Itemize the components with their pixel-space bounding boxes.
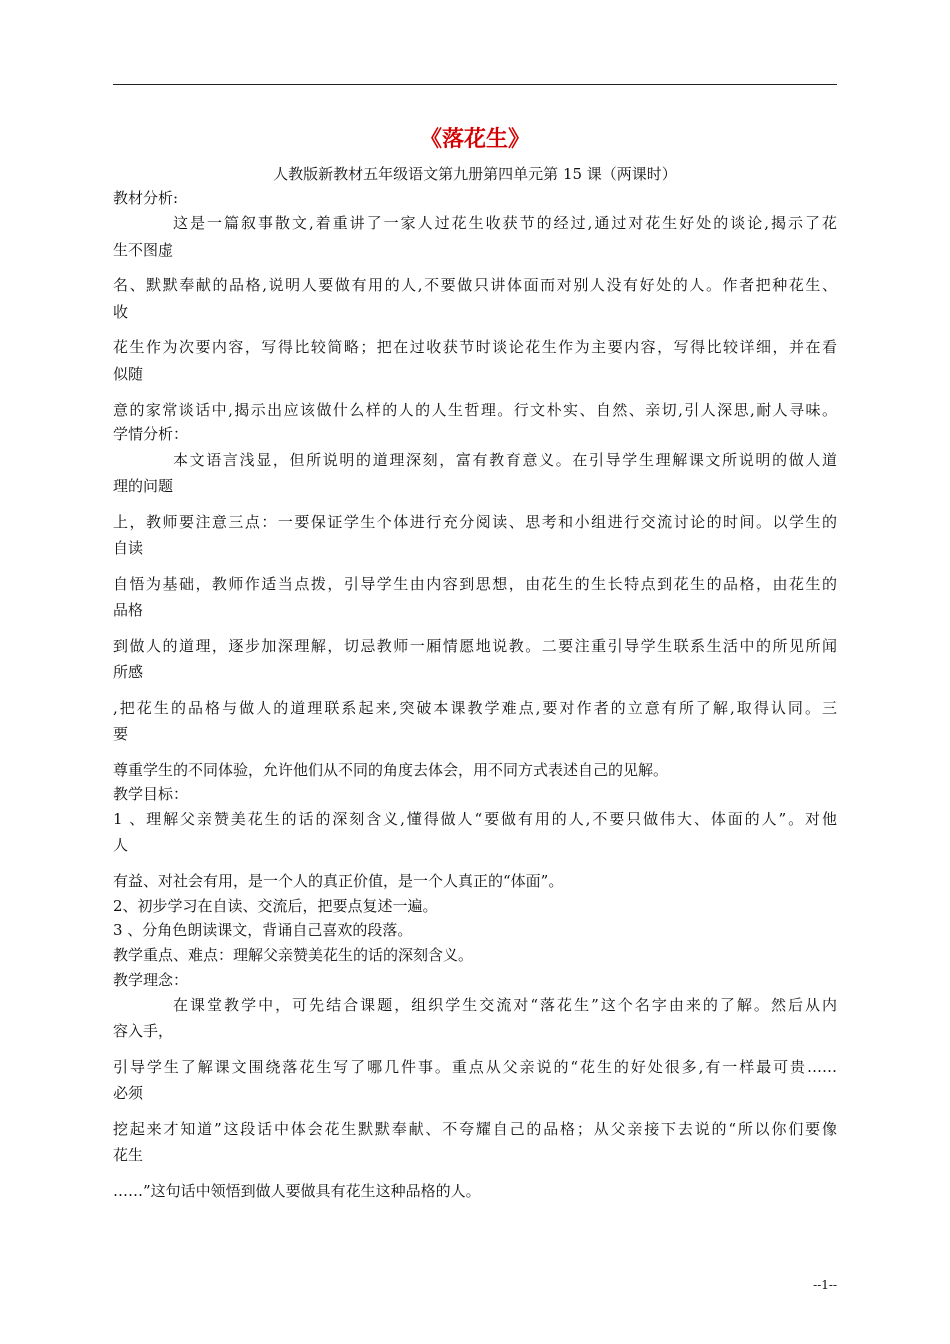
goal-item-1: 1 、理解父亲赞美花生的话的深刻含义,懂得做人“要做有用的人,不要只做伟大、体面的人”。对他 <box>113 810 837 828</box>
paragraph-line: 花生作为次要内容，写得比较简略；把在过收获节时谈论花生作为主要内容，写得比较详细，并在看 <box>113 338 837 356</box>
paragraph-line: 花生 <box>113 1146 144 1164</box>
goal-item-2: 2、初步学习在自读、交流后，把要点复述一遍。 <box>113 897 438 915</box>
paragraph-line: 引导学生了解课文围绕落花生写了哪几件事。重点从父亲说的“花生的好处很多,有一样最可贵…… <box>113 1058 837 1076</box>
paragraph-line: 自读 <box>113 539 144 557</box>
page-number: --1-- <box>813 1278 837 1292</box>
paragraph-line: 收 <box>113 303 129 321</box>
paragraph-line: 本文语言浅显，但所说明的道理深刻，富有教育意义。在引导学生理解课文所说明的做人道 <box>173 451 837 469</box>
paragraph-line: 品格 <box>113 601 144 619</box>
paragraph-line: 挖起来才知道”这段话中体会花生默默奉献、不夸耀自己的品格；从父亲接下去说的“所以你们要像 <box>113 1120 837 1138</box>
paragraph-line: 这是一篇叙事散文,着重讲了一家人过花生收获节的经过,通过对花生好处的谈论,揭示了花 <box>173 214 837 232</box>
paragraph-line: 似随 <box>113 365 144 383</box>
paragraph-line: 到做人的道理，逐步加深理解，切忌教师一厢情愿地说教。二要注重引导学生联系生活中的所见所闻 <box>113 637 837 655</box>
paragraph-line: 必须 <box>113 1084 144 1102</box>
section-heading-teaching-goals: 教学目标： <box>113 785 189 803</box>
section-heading-learner-analysis: 学情分析： <box>113 425 189 443</box>
paragraph-line: 意的家常谈话中,揭示出应该做什么样的人的人生哲理。行文朴实、自然、亲切,引人深思,耐人寻味。 <box>113 401 837 419</box>
goal-item-3: 3 、分角色朗读课文，背诵自己喜欢的段落。 <box>113 921 413 939</box>
paragraph-line: 尊重学生的不同体验，允许他们从不同的角度去体会，用不同方式表述自己的见解。 <box>113 761 669 779</box>
paragraph-line: 上，教师要注意三点：一要保证学生个体进行充分阅读、思考和小组进行交流讨论的时间。以学生的 <box>113 513 837 531</box>
paragraph-line: 理的问题 <box>113 477 174 495</box>
paragraph-line: 自悟为基础，教师作适当点拨，引导学生由内容到思想，由花生的生长特点到花生的品格，由花生的 <box>113 575 837 593</box>
paragraph-line: 在课堂教学中，可先结合课题，组织学生交流对“落花生”这个名字由来的了解。然后从内 <box>173 996 837 1014</box>
paragraph-line: 要 <box>113 725 129 743</box>
paragraph-line: 容入手， <box>113 1022 174 1040</box>
paragraph-line: ……”这句话中领悟到做人要做具有花生这种品格的人。 <box>113 1182 481 1200</box>
key-points-line: 教学重点、难点：理解父亲赞美花生的话的深刻含义。 <box>113 946 474 964</box>
paragraph-line: 所感 <box>113 663 144 681</box>
document-title: 《落花生》 <box>419 126 530 152</box>
paragraph-line: 名、默默奉献的品格,说明人要做有用的人,不要做只讲体面而对别人没有好处的人。作者把种花生、 <box>113 276 837 294</box>
document-subtitle: 人教版新教材五年级语文第九册第四单元第 15 课（两课时） <box>273 165 677 183</box>
paragraph-line: 生不图虚 <box>113 241 174 259</box>
paragraph-line: ,把花生的品格与做人的道理联系起来,突破本课教学难点,要对作者的立意有所了解,取得认同。三 <box>113 699 837 717</box>
header-rule <box>113 84 837 85</box>
section-heading-textbook-analysis: 教材分析: <box>113 189 179 207</box>
paragraph-line: 人 <box>113 836 129 854</box>
section-heading-teaching-philosophy: 教学理念： <box>113 971 189 989</box>
paragraph-line: 有益、对社会有用，是一个人的真正价值，是一个人真正的“体面”。 <box>113 872 564 890</box>
